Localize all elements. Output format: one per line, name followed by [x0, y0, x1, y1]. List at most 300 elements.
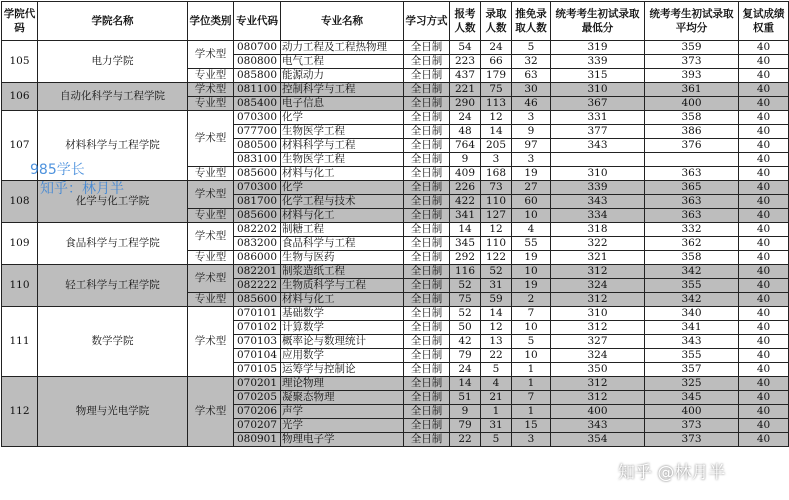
study-mode-cell: 全日制 [404, 335, 450, 349]
exempt-cell: 27 [512, 181, 551, 195]
applied-cell: 24 [450, 363, 481, 377]
exempt-cell: 7 [512, 307, 551, 321]
header-major-code: 专业代码 [234, 2, 281, 41]
major-name-cell: 概率论与数理统计 [281, 335, 404, 349]
applied-cell: 22 [450, 433, 481, 447]
study-mode-cell: 全日制 [404, 405, 450, 419]
study-mode-cell: 全日制 [404, 321, 450, 335]
admitted-cell: 22 [481, 349, 512, 363]
major-code-cell: 070300 [234, 111, 281, 125]
major-name-cell: 生物与医药 [281, 251, 404, 265]
weight-cell: 40 [739, 293, 789, 307]
avg-score-cell: 358 [645, 111, 739, 125]
major-name-cell: 生物质科学与工程 [281, 279, 404, 293]
min-score-cell: 377 [551, 125, 645, 139]
avg-score-cell: 373 [645, 433, 739, 447]
weight-cell: 40 [739, 41, 789, 55]
applied-cell: 764 [450, 139, 481, 153]
college-code-cell: 109 [2, 223, 38, 265]
study-mode-cell: 全日制 [404, 167, 450, 181]
min-score-cell: 319 [551, 41, 645, 55]
college-name-cell: 电力学院 [38, 41, 188, 83]
major-code-cell: 080500 [234, 139, 281, 153]
min-score-cell: 354 [551, 433, 645, 447]
degree-type-cell: 学术型 [188, 265, 234, 293]
major-code-cell: 070102 [234, 321, 281, 335]
avg-score-cell: 359 [645, 41, 739, 55]
min-score-cell [551, 153, 645, 167]
admitted-cell: 110 [481, 195, 512, 209]
min-score-cell: 310 [551, 83, 645, 97]
major-name-cell: 运筹学与控制论 [281, 363, 404, 377]
major-name-cell: 生物医学工程 [281, 153, 404, 167]
study-mode-cell: 全日制 [404, 433, 450, 447]
admitted-cell: 31 [481, 419, 512, 433]
major-code-cell: 077700 [234, 125, 281, 139]
avg-score-cell: 341 [645, 321, 739, 335]
study-mode-cell: 全日制 [404, 55, 450, 69]
major-code-cell: 086000 [234, 251, 281, 265]
study-mode-cell: 全日制 [404, 111, 450, 125]
avg-score-cell: 400 [645, 97, 739, 111]
avg-score-cell: 332 [645, 223, 739, 237]
exempt-cell: 5 [512, 335, 551, 349]
min-score-cell: 343 [551, 139, 645, 153]
min-score-cell: 312 [551, 321, 645, 335]
avg-score-cell: 363 [645, 195, 739, 209]
avg-score-cell: 340 [645, 307, 739, 321]
college-name-cell: 物理与光电学院 [38, 377, 188, 447]
exempt-cell: 1 [512, 377, 551, 391]
applied-cell: 223 [450, 55, 481, 69]
header-college-code: 学院代码 [2, 2, 38, 41]
major-name-cell: 凝聚态物理 [281, 391, 404, 405]
major-code-cell: 070300 [234, 181, 281, 195]
major-code-cell: 082202 [234, 223, 281, 237]
major-name-cell: 能源动力 [281, 69, 404, 83]
admitted-cell: 127 [481, 209, 512, 223]
blue-watermark-line1: 985学长 [30, 162, 85, 178]
min-score-cell: 327 [551, 335, 645, 349]
college-name-cell: 自动化科学与工程学院 [38, 83, 188, 111]
avg-score-cell: 361 [645, 83, 739, 97]
major-name-cell: 计算数学 [281, 321, 404, 335]
exempt-cell: 19 [512, 279, 551, 293]
applied-cell: 9 [450, 405, 481, 419]
exempt-cell: 97 [512, 139, 551, 153]
header-row [2, 2, 789, 41]
major-name-cell: 化学工程与技术 [281, 195, 404, 209]
major-name-cell: 控制科学与工程 [281, 83, 404, 97]
min-score-cell: 310 [551, 307, 645, 321]
degree-type-cell: 专业型 [188, 69, 234, 83]
weight-cell: 40 [739, 195, 789, 209]
avg-score-cell: 400 [645, 405, 739, 419]
major-code-cell: 085600 [234, 209, 281, 223]
major-name-cell: 光学 [281, 419, 404, 433]
admitted-cell: 122 [481, 251, 512, 265]
header-college-name: 学院名称 [38, 2, 188, 41]
header-min-score: 统考考生初试录取最低分 [551, 2, 645, 41]
table-header [2, 2, 789, 41]
header-degree-type: 学位类别 [188, 2, 234, 41]
applied-cell: 437 [450, 69, 481, 83]
major-name-cell: 基础数学 [281, 307, 404, 321]
college-code-cell: 108 [2, 181, 38, 223]
exempt-cell: 10 [512, 349, 551, 363]
admitted-cell: 66 [481, 55, 512, 69]
exempt-cell: 15 [512, 419, 551, 433]
exempt-cell: 55 [512, 237, 551, 251]
min-score-cell: 310 [551, 167, 645, 181]
admitted-cell: 5 [481, 433, 512, 447]
major-code-cell: 081100 [234, 83, 281, 97]
min-score-cell: 343 [551, 419, 645, 433]
study-mode-cell: 全日制 [404, 139, 450, 153]
major-code-cell: 070105 [234, 363, 281, 377]
min-score-cell: 343 [551, 195, 645, 209]
degree-type-cell: 学术型 [188, 83, 234, 97]
major-code-cell: 085400 [234, 97, 281, 111]
study-mode-cell: 全日制 [404, 265, 450, 279]
weight-cell: 40 [739, 69, 789, 83]
min-score-cell: 321 [551, 251, 645, 265]
min-score-cell: 312 [551, 377, 645, 391]
college-name-cell: 轻工科学与工程学院 [38, 265, 188, 307]
min-score-cell: 312 [551, 265, 645, 279]
applied-cell: 116 [450, 265, 481, 279]
study-mode-cell: 全日制 [404, 83, 450, 97]
admitted-cell: 14 [481, 125, 512, 139]
admitted-cell: 179 [481, 69, 512, 83]
blue-watermark-line2: 知乎：林月半 [40, 181, 124, 197]
admitted-cell: 4 [481, 377, 512, 391]
admitted-cell: 5 [481, 363, 512, 377]
exempt-cell: 63 [512, 69, 551, 83]
major-name-cell: 声学 [281, 405, 404, 419]
major-code-cell: 080700 [234, 41, 281, 55]
min-score-cell: 350 [551, 363, 645, 377]
min-score-cell: 400 [551, 405, 645, 419]
major-code-cell: 085600 [234, 167, 281, 181]
weight-cell: 40 [739, 377, 789, 391]
study-mode-cell: 全日制 [404, 349, 450, 363]
study-mode-cell: 全日制 [404, 391, 450, 405]
college-code-cell: 105 [2, 41, 38, 83]
admitted-cell: 168 [481, 167, 512, 181]
applied-cell: 54 [450, 41, 481, 55]
exempt-cell: 3 [512, 111, 551, 125]
weight-cell: 40 [739, 279, 789, 293]
major-code-cell: 081700 [234, 195, 281, 209]
degree-type-cell: 专业型 [188, 293, 234, 307]
college-code-cell: 112 [2, 377, 38, 447]
applied-cell: 341 [450, 209, 481, 223]
applied-cell: 226 [450, 181, 481, 195]
college-code-cell: 110 [2, 265, 38, 307]
applied-cell: 345 [450, 237, 481, 251]
weight-cell: 40 [739, 265, 789, 279]
applied-cell: 14 [450, 377, 481, 391]
admitted-cell: 31 [481, 279, 512, 293]
table-row [2, 111, 789, 125]
exempt-cell: 60 [512, 195, 551, 209]
admitted-cell: 75 [481, 83, 512, 97]
avg-score-cell [645, 153, 739, 167]
exempt-cell: 2 [512, 293, 551, 307]
applied-cell: 79 [450, 349, 481, 363]
major-code-cell: 070101 [234, 307, 281, 321]
min-score-cell: 322 [551, 237, 645, 251]
major-name-cell: 材料与化工 [281, 209, 404, 223]
applied-cell: 14 [450, 223, 481, 237]
applied-cell: 48 [450, 125, 481, 139]
major-code-cell: 070104 [234, 349, 281, 363]
applied-cell: 9 [450, 153, 481, 167]
applied-cell: 52 [450, 279, 481, 293]
college-code-cell: 111 [2, 307, 38, 377]
min-score-cell: 315 [551, 69, 645, 83]
major-code-cell: 082201 [234, 265, 281, 279]
admitted-cell: 59 [481, 293, 512, 307]
degree-type-cell: 学术型 [188, 377, 234, 447]
major-code-cell: 070207 [234, 419, 281, 433]
study-mode-cell: 全日制 [404, 363, 450, 377]
major-code-cell: 085600 [234, 293, 281, 307]
major-name-cell: 物理电子学 [281, 433, 404, 447]
weight-cell: 40 [739, 321, 789, 335]
avg-score-cell: 343 [645, 335, 739, 349]
degree-type-cell: 学术型 [188, 41, 234, 69]
weight-cell: 40 [739, 181, 789, 195]
weight-cell: 40 [739, 209, 789, 223]
study-mode-cell: 全日制 [404, 251, 450, 265]
admitted-cell: 113 [481, 97, 512, 111]
exempt-cell: 10 [512, 321, 551, 335]
avg-score-cell: 373 [645, 55, 739, 69]
major-name-cell: 材料与化工 [281, 293, 404, 307]
study-mode-cell: 全日制 [404, 181, 450, 195]
avg-score-cell: 365 [645, 181, 739, 195]
applied-cell: 409 [450, 167, 481, 181]
avg-score-cell: 393 [645, 69, 739, 83]
study-mode-cell: 全日制 [404, 279, 450, 293]
table-row [2, 223, 789, 237]
weight-cell: 40 [739, 111, 789, 125]
exempt-cell: 10 [512, 209, 551, 223]
study-mode-cell: 全日制 [404, 377, 450, 391]
avg-score-cell: 342 [645, 265, 739, 279]
study-mode-cell: 全日制 [404, 419, 450, 433]
major-code-cell: 070206 [234, 405, 281, 419]
major-name-cell: 化学 [281, 111, 404, 125]
min-score-cell: 339 [551, 55, 645, 69]
header-study-mode: 学习方式 [404, 2, 450, 41]
avg-score-cell: 363 [645, 209, 739, 223]
avg-score-cell: 357 [645, 363, 739, 377]
avg-score-cell: 325 [645, 377, 739, 391]
applied-cell: 422 [450, 195, 481, 209]
study-mode-cell: 全日制 [404, 223, 450, 237]
admitted-cell: 205 [481, 139, 512, 153]
admitted-cell: 13 [481, 335, 512, 349]
study-mode-cell: 全日制 [404, 195, 450, 209]
weight-cell: 40 [739, 83, 789, 97]
study-mode-cell: 全日制 [404, 153, 450, 167]
exempt-cell: 4 [512, 223, 551, 237]
min-score-cell: 318 [551, 223, 645, 237]
header-exempt: 推免录取人数 [512, 2, 551, 41]
avg-score-cell: 362 [645, 237, 739, 251]
major-code-cell: 085800 [234, 69, 281, 83]
applied-cell: 221 [450, 83, 481, 97]
header-avg-score: 统考考生初试录取平均分 [645, 2, 739, 41]
degree-type-cell: 学术型 [188, 111, 234, 167]
major-name-cell: 化学 [281, 181, 404, 195]
weight-cell: 40 [739, 419, 789, 433]
exempt-cell: 9 [512, 125, 551, 139]
admitted-cell: 110 [481, 237, 512, 251]
applied-cell: 24 [450, 111, 481, 125]
admitted-cell: 73 [481, 181, 512, 195]
weight-cell: 40 [739, 167, 789, 181]
weight-cell: 40 [739, 97, 789, 111]
min-score-cell: 331 [551, 111, 645, 125]
applied-cell: 51 [450, 391, 481, 405]
admitted-cell: 21 [481, 391, 512, 405]
degree-type-cell: 学术型 [188, 181, 234, 209]
major-code-cell: 083200 [234, 237, 281, 251]
weight-cell: 40 [739, 223, 789, 237]
exempt-cell: 1 [512, 405, 551, 419]
exempt-cell: 10 [512, 265, 551, 279]
weight-cell: 40 [739, 349, 789, 363]
admitted-cell: 12 [481, 321, 512, 335]
major-name-cell: 应用数学 [281, 349, 404, 363]
applied-cell: 50 [450, 321, 481, 335]
major-name-cell: 生物医学工程 [281, 125, 404, 139]
avg-score-cell: 342 [645, 293, 739, 307]
weight-cell: 40 [739, 125, 789, 139]
avg-score-cell: 386 [645, 125, 739, 139]
major-code-cell: 070205 [234, 391, 281, 405]
weight-cell: 40 [739, 433, 789, 447]
degree-type-cell: 专业型 [188, 167, 234, 181]
table-row [2, 377, 789, 391]
admitted-cell: 12 [481, 223, 512, 237]
table-body [2, 41, 789, 447]
major-code-cell: 080901 [234, 433, 281, 447]
college-name-cell: 数学学院 [38, 307, 188, 377]
major-name-cell: 动力工程及工程热物理 [281, 41, 404, 55]
college-name-cell: 材料科学与工程学院 [38, 111, 188, 181]
major-name-cell: 制浆造纸工程 [281, 265, 404, 279]
major-code-cell: 083100 [234, 153, 281, 167]
header-applied: 报考人数 [450, 2, 481, 41]
weight-cell: 40 [739, 363, 789, 377]
major-name-cell: 材料与化工 [281, 167, 404, 181]
admission-score-table [1, 1, 789, 447]
study-mode-cell: 全日制 [404, 97, 450, 111]
weight-cell: 40 [739, 251, 789, 265]
corner-watermark: 知乎 @林月半 [618, 463, 726, 483]
min-score-cell: 312 [551, 391, 645, 405]
degree-type-cell: 学术型 [188, 307, 234, 377]
major-code-cell: 080800 [234, 55, 281, 69]
major-name-cell: 材料科学与工程 [281, 139, 404, 153]
table-row [2, 307, 789, 321]
weight-cell: 40 [739, 55, 789, 69]
min-score-cell: 334 [551, 209, 645, 223]
min-score-cell: 324 [551, 279, 645, 293]
major-name-cell: 电气工程 [281, 55, 404, 69]
header-admitted: 录取人数 [481, 2, 512, 41]
header-major-name: 专业名称 [281, 2, 404, 41]
exempt-cell: 3 [512, 153, 551, 167]
applied-cell: 292 [450, 251, 481, 265]
college-code-cell: 106 [2, 83, 38, 111]
avg-score-cell: 358 [645, 251, 739, 265]
study-mode-cell: 全日制 [404, 41, 450, 55]
min-score-cell: 324 [551, 349, 645, 363]
admitted-cell: 3 [481, 153, 512, 167]
major-code-cell: 070103 [234, 335, 281, 349]
applied-cell: 42 [450, 335, 481, 349]
admitted-cell: 24 [481, 41, 512, 55]
weight-cell: 40 [739, 153, 789, 167]
study-mode-cell: 全日制 [404, 209, 450, 223]
table-row [2, 83, 789, 97]
major-name-cell: 电子信息 [281, 97, 404, 111]
study-mode-cell: 全日制 [404, 69, 450, 83]
exempt-cell: 19 [512, 251, 551, 265]
college-name-cell: 化学与化工学院 [38, 181, 188, 223]
weight-cell: 40 [739, 391, 789, 405]
study-mode-cell: 全日制 [404, 293, 450, 307]
major-name-cell: 食品科学与工程 [281, 237, 404, 251]
major-code-cell: 082222 [234, 279, 281, 293]
exempt-cell: 5 [512, 41, 551, 55]
applied-cell: 290 [450, 97, 481, 111]
study-mode-cell: 全日制 [404, 237, 450, 251]
degree-type-cell: 学术型 [188, 223, 234, 251]
weight-cell: 40 [739, 139, 789, 153]
degree-type-cell: 专业型 [188, 251, 234, 265]
table-row [2, 265, 789, 279]
applied-cell: 79 [450, 419, 481, 433]
weight-cell: 40 [739, 307, 789, 321]
avg-score-cell: 345 [645, 391, 739, 405]
exempt-cell: 46 [512, 97, 551, 111]
exempt-cell: 19 [512, 167, 551, 181]
study-mode-cell: 全日制 [404, 307, 450, 321]
exempt-cell: 1 [512, 363, 551, 377]
admitted-cell: 52 [481, 265, 512, 279]
degree-type-cell: 专业型 [188, 209, 234, 223]
weight-cell: 40 [739, 335, 789, 349]
study-mode-cell: 全日制 [404, 125, 450, 139]
admitted-cell: 14 [481, 307, 512, 321]
min-score-cell: 367 [551, 97, 645, 111]
applied-cell: 75 [450, 293, 481, 307]
table-row [2, 41, 789, 55]
avg-score-cell: 373 [645, 419, 739, 433]
major-name-cell: 理论物理 [281, 377, 404, 391]
weight-cell: 40 [739, 405, 789, 419]
applied-cell: 52 [450, 307, 481, 321]
avg-score-cell: 376 [645, 139, 739, 153]
college-name-cell: 食品科学与工程学院 [38, 223, 188, 265]
